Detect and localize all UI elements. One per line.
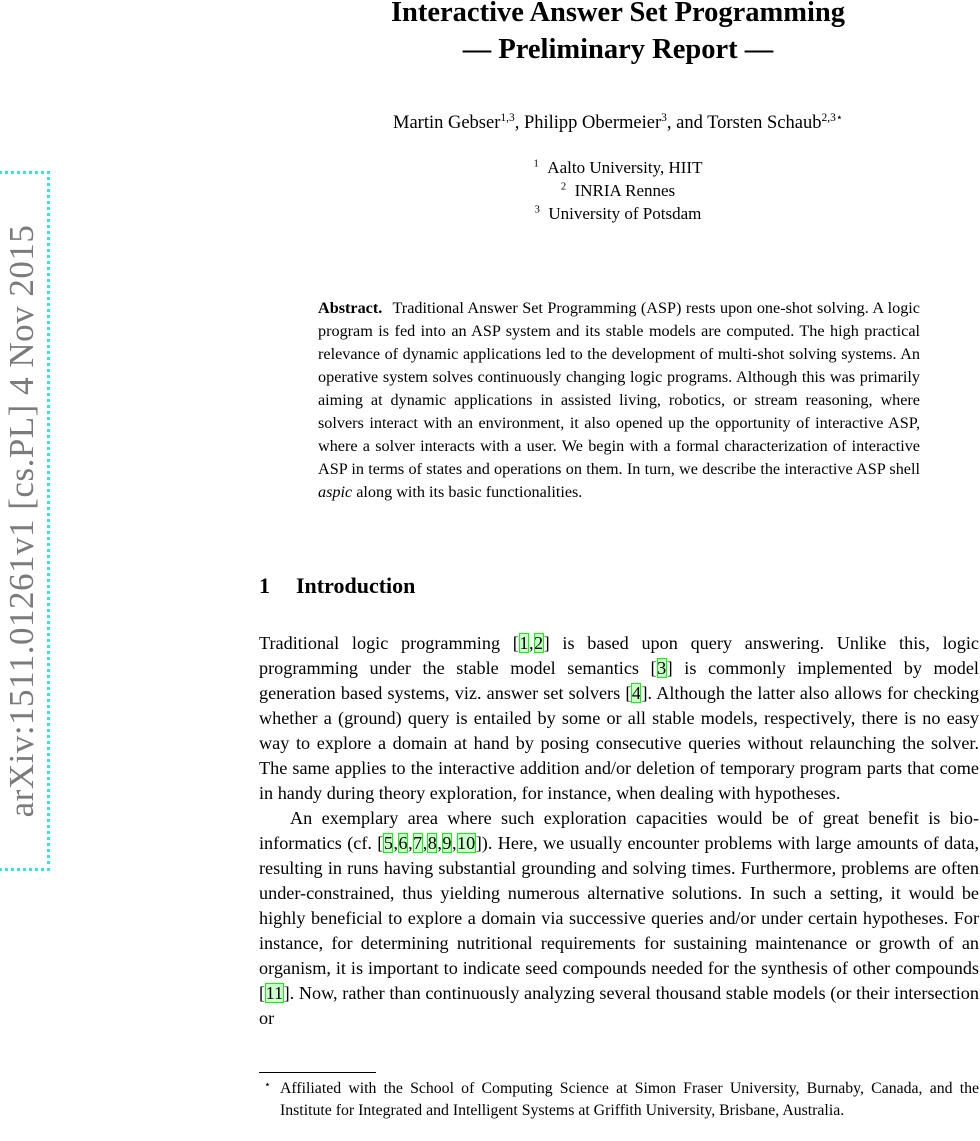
abstract-paragraph bbox=[318, 297, 920, 504]
citation-link[interactable]: 8 bbox=[427, 833, 437, 853]
abstract bbox=[318, 297, 920, 504]
affiliation-number: 1 bbox=[533, 158, 539, 170]
text-run: ]. Now, rather than continuously analyzing several thousand stable models (or their intersection or bbox=[259, 983, 979, 1028]
citation-link[interactable]: 3 bbox=[657, 658, 667, 678]
citation-link[interactable]: 7 bbox=[413, 833, 423, 853]
citation-link[interactable]: 2 bbox=[534, 633, 544, 653]
abstract-text: Traditional Answer Set Programming (ASP) rests upon one-shot solving. A logic program is fed into an ASP system and its stable models are computed. The high practical relevance of dynamic applications led to the development of multi-shot solving systems. An operative system solves continuously changing logic programs. Although this was primarily aiming at dynamic applications in assisted living, robotics, or stream reasoning, where solvers interact with an environment, it also opened up the opportunity of interactive ASP, where a solver interacts with a user. We begin with a formal characterization of interactive ASP in terms of states and operations on them. In turn, we describe the interactive ASP shell bbox=[318, 299, 920, 478]
arxiv-stamp: arXiv:1511.01261v1 [cs.PL] 4 Nov 2015 bbox=[0, 176, 45, 866]
affiliation-name: Aalto University, HIIT bbox=[547, 158, 703, 177]
affiliation-name: INRIA Rennes bbox=[574, 181, 676, 200]
citation-link[interactable]: 6 bbox=[398, 833, 408, 853]
citation-link[interactable]: 1 bbox=[519, 633, 529, 653]
affiliation-number: 3 bbox=[534, 204, 540, 216]
text-run: Traditional logic programming [ bbox=[259, 633, 519, 653]
author-affiliation-marks: 3 bbox=[661, 112, 667, 125]
footnote-text: Affiliated with the School of Computing Science at Simon Fraser University, Burnaby, Canada, and the Institute for Integrated and Intelligent Systems at Griffith University, Brisbane, Australia. bbox=[280, 1080, 979, 1119]
text-run: ]. Although the latter also allows for checking whether a (ground) query is entailed by some or all stable models, respectively, there is no easy way to explore a domain at hand by posing consecutive queries without relaunching the solver. The same applies to the interactive addition and/or deletion of temporary program parts that come in handy during theory exploration, for instance, when dealing with hypotheses. bbox=[259, 683, 979, 803]
footnote-rule bbox=[259, 1072, 376, 1073]
citation-link[interactable]: 9 bbox=[442, 833, 452, 853]
affiliation bbox=[318, 181, 918, 201]
affiliation-number: 2 bbox=[560, 181, 567, 193]
author-name: Martin Gebser bbox=[393, 113, 501, 133]
text-run: ] is commonly implemented by model generation based systems, viz. answer set solvers [ bbox=[259, 658, 979, 703]
citation-link[interactable]: 5 bbox=[383, 833, 393, 853]
text-run: An exemplary area where such exploration capacities would be of great benefit is bio-informatics (cf. [ bbox=[259, 808, 979, 853]
author-affiliation-marks: 1,3 bbox=[500, 112, 515, 125]
footnote bbox=[259, 1078, 979, 1122]
author-name: Torsten Schaub bbox=[707, 113, 822, 133]
text-run: , bbox=[528, 633, 534, 653]
abstract-heading: Abstract. bbox=[318, 299, 383, 317]
paper-title bbox=[318, 0, 918, 68]
abstract-emphasis: aspic bbox=[318, 483, 353, 501]
text-run: ] is based upon query answering. Unlike this, logic programming under the stable model semantics [ bbox=[259, 633, 979, 678]
author-name: Philipp Obermeier bbox=[523, 113, 662, 133]
abstract-text-end: along with its basic functionalities. bbox=[352, 483, 583, 501]
author-separator: , and bbox=[666, 113, 708, 133]
citation-link[interactable]: 10 bbox=[457, 833, 476, 853]
section-title: Introduction bbox=[296, 573, 416, 598]
footnote-mark: ⋆ bbox=[264, 1079, 271, 1091]
body-paragraph-2: An exemplary area where such exploration capacities would be of great benefit is bio-informatics (cf. [5,6,7,8,9,10]). Here, we usually encounter problems with large amounts of data, resulting in runs having substantial grounding and solving times. Furthermore, problems are often under-constrained, thus yielding numerous alternative solutions. In such a setting, it would be highly beneficial to explore a domain via successive queries and/or under certain hypotheses. For instance, for determining nutritional requirements for sustaining maintenance or growth of an organism, it is important to indicate seed compounds needed for the synthesis of other compounds [11]. Now, rather than continuously analyzing several thousand stable models (or their intersection or bbox=[259, 808, 979, 1028]
affiliation-name: University of Potsdam bbox=[548, 204, 702, 223]
section-number: 1 bbox=[259, 573, 270, 598]
citation-link[interactable]: 4 bbox=[631, 683, 641, 703]
title-line-1: Interactive Answer Set Programming bbox=[390, 0, 846, 28]
affiliation bbox=[318, 204, 918, 224]
text-run: ]). Here, we usually encounter problems with large amounts of data, resulting in runs having substantial grounding and solving times. Furthermore, problems are often under-constrained, thus yielding numerous alternative solutions. In such a setting, it would be highly beneficial to explore a domain via successive queries and/or under certain hypotheses. For instance, for determining nutritional requirements for sustaining maintenance or growth of an organism, it is important to indicate seed compounds needed for the synthesis of other compounds [ bbox=[259, 833, 979, 1003]
section-heading bbox=[259, 573, 415, 599]
body-text bbox=[259, 631, 979, 1031]
affiliation bbox=[318, 158, 918, 178]
author-separator: , bbox=[514, 113, 524, 133]
body-paragraph-1 bbox=[259, 631, 979, 806]
author-affiliation-marks: 2,3⋆ bbox=[821, 112, 843, 125]
author-list bbox=[318, 113, 918, 134]
citation-link[interactable]: 11 bbox=[265, 983, 284, 1003]
title-line-2: — Preliminary Report — bbox=[462, 34, 774, 65]
